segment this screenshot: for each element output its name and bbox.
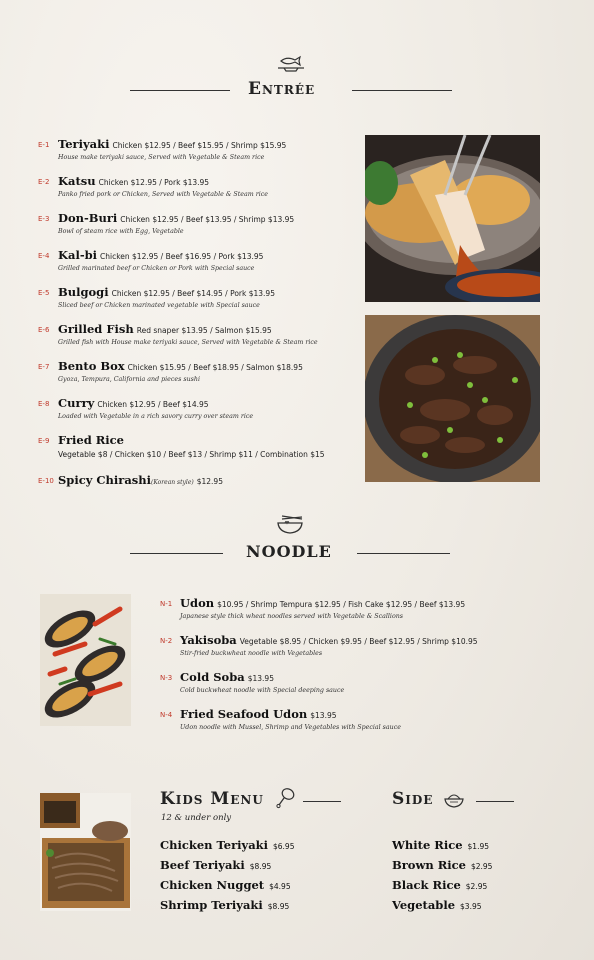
kids-item <box>160 878 291 892</box>
item-description: Udon noodle with Mussel, Shrimp and Vegetables with Special sauce <box>180 724 401 731</box>
item-name: Cold Soba <box>180 670 245 684</box>
side-item <box>392 898 482 912</box>
kids-item <box>160 858 271 872</box>
menu-item <box>38 244 368 272</box>
menu-item <box>38 170 368 198</box>
noodle-bowl-icon <box>275 513 305 535</box>
drumstick-icon <box>276 787 296 809</box>
item-name: Kal-bi <box>58 248 97 262</box>
item-name: Beef Teriyaki <box>160 858 245 872</box>
item-code: E-6 <box>38 326 50 334</box>
bulgogi-photo <box>365 315 540 482</box>
item-code: E-10 <box>38 477 54 485</box>
item-name: Teriyaki <box>58 137 110 151</box>
item-price: Chicken $12.95 / Beef $14.95 <box>97 400 209 409</box>
item-price: Vegetable $8 / Chicken $10 / Beef $13 / Shrimp $11 / Combination $15 <box>58 450 325 459</box>
menu-item <box>38 392 368 420</box>
item-name: Spicy Chirashi <box>58 473 151 487</box>
item-price: $6.95 <box>273 842 295 851</box>
menu-item <box>160 703 580 731</box>
side-item <box>392 878 487 892</box>
noodle-title: NOODLE <box>246 542 332 561</box>
item-description: Grilled marinated beef or Chicken or Pork with Special sauce <box>58 265 255 272</box>
menu-item <box>38 429 368 459</box>
fish-plate-icon <box>276 55 306 73</box>
noodle-rule-left <box>130 553 223 554</box>
soba-photo <box>40 793 131 911</box>
menu-item <box>160 629 580 657</box>
item-name: Bulgogi <box>58 285 109 299</box>
menu-item <box>160 592 580 620</box>
item-name: Fried Rice <box>58 433 124 447</box>
item-code: E-7 <box>38 363 50 371</box>
item-price: Chicken $12.95 / Beef $13.95 / Shrimp $13.95 <box>120 215 295 224</box>
item-code: E-9 <box>38 437 50 445</box>
side-title: Side <box>392 789 434 809</box>
item-name: Yakisoba <box>180 633 237 647</box>
side-rule <box>476 801 514 802</box>
item-price: $2.95 <box>470 862 493 871</box>
item-name: Curry <box>58 396 95 410</box>
item-name: Chicken Nugget <box>160 878 265 892</box>
menu-item <box>38 355 368 383</box>
menu-item <box>38 318 368 346</box>
item-name: Katsu <box>58 174 96 188</box>
item-code: E-8 <box>38 400 50 408</box>
item-description: Grilled fish with House make teriyaki sauce, Served with Vegetable & Steam rice <box>58 339 318 346</box>
item-price: Chicken $12.95 / Beef $15.95 / Shrimp $15.95 <box>112 141 287 150</box>
item-code: N-1 <box>160 600 173 608</box>
item-description: Japanese style thick wheat noodles served with Vegetable & Scallions <box>180 613 404 620</box>
item-name: Chicken Teriyaki <box>160 838 268 852</box>
entree-title: Entrée <box>248 79 316 99</box>
item-description: Cold buckwheat noodle with Special deeping sauce <box>180 687 345 694</box>
item-code: E-5 <box>38 289 50 297</box>
kids-subtitle: 12 & under only <box>161 813 232 823</box>
item-name: Shrimp Teriyaki <box>160 898 263 912</box>
item-price: $3.95 <box>460 902 482 911</box>
menu-item <box>38 469 368 488</box>
item-code: N-4 <box>160 711 173 719</box>
item-description: Sliced beef or Chicken marinated vegetable with Special sauce <box>58 302 260 309</box>
side-item <box>392 858 492 872</box>
item-code: E-2 <box>38 178 50 186</box>
item-name: Fried Seafood Udon <box>180 707 308 721</box>
item-name: Bento Box <box>58 359 125 373</box>
item-price: $2.95 <box>465 882 488 891</box>
item-style-note: (Korean style) <box>151 479 194 486</box>
item-code: E-4 <box>38 252 50 260</box>
menu-item <box>160 666 580 694</box>
menu-item <box>38 207 368 235</box>
item-description: Bowl of steam rice with Egg, Vegetable <box>58 228 184 235</box>
item-price: $8.95 <box>267 902 290 911</box>
item-price: $13.95 <box>247 674 274 683</box>
katsu-photo <box>365 135 540 302</box>
item-price: $8.95 <box>249 862 272 871</box>
item-description: Gyoza, Tempura, California and pieces sushi <box>58 376 200 383</box>
item-price: $10.95 / Shrimp Tempura $12.95 / Fish Cake $12.95 / Beef $13.95 <box>217 600 466 609</box>
item-price: Chicken $12.95 / Beef $14.95 / Pork $13.95 <box>111 289 275 298</box>
item-price: Chicken $12.95 / Pork $13.95 <box>98 178 210 187</box>
item-name: White Rice <box>392 838 463 852</box>
item-price: $4.95 <box>269 882 291 891</box>
item-name: Udon <box>180 596 215 610</box>
item-code: N-3 <box>160 674 173 682</box>
item-name: Vegetable <box>392 898 456 912</box>
entree-rule-left <box>130 90 230 91</box>
item-name: Black Rice <box>392 878 461 892</box>
item-code: E-3 <box>38 215 50 223</box>
item-name: Don-Buri <box>58 211 118 225</box>
side-item <box>392 838 489 852</box>
item-price: Chicken $15.95 / Beef $18.95 / Salmon $18.95 <box>127 363 303 372</box>
rice-bowl-icon <box>443 790 465 808</box>
item-code: E-1 <box>38 141 50 149</box>
item-price: $13.95 <box>310 711 337 720</box>
item-price: Vegetable $8.95 / Chicken $9.95 / Beef $12.95 / Shrimp $10.95 <box>239 637 478 646</box>
item-price: $1.95 <box>467 842 490 851</box>
item-description: Stir-fried buckwheat noodle with Vegetables <box>180 650 323 657</box>
noodle-rule-right <box>357 553 450 554</box>
item-code: N-2 <box>160 637 173 645</box>
item-description: Panko fried pork or Chicken, Served with Vegetable & Steam rice <box>58 191 269 198</box>
item-price: Red snaper $13.95 / Salmon $15.95 <box>136 326 272 335</box>
item-price: Chicken $12.95 / Beef $16.95 / Pork $13.95 <box>100 252 264 261</box>
menu-item <box>38 133 368 161</box>
kids-menu-title: Kids Menu <box>160 789 264 809</box>
mussel-photo <box>40 594 131 726</box>
kids-item <box>160 898 289 912</box>
kids-item <box>160 838 294 852</box>
entree-rule-right <box>352 90 452 91</box>
kids-rule <box>303 801 341 802</box>
item-name: Grilled Fish <box>58 322 134 336</box>
item-price: $12.95 <box>196 477 223 486</box>
menu-item <box>38 281 368 309</box>
item-name: Brown Rice <box>392 858 466 872</box>
item-description: House make teriyaki sauce, Served with Vegetable & Steam rice <box>58 154 265 161</box>
item-description: Loaded with Vegetable in a rich savory curry over steam rice <box>58 413 254 420</box>
